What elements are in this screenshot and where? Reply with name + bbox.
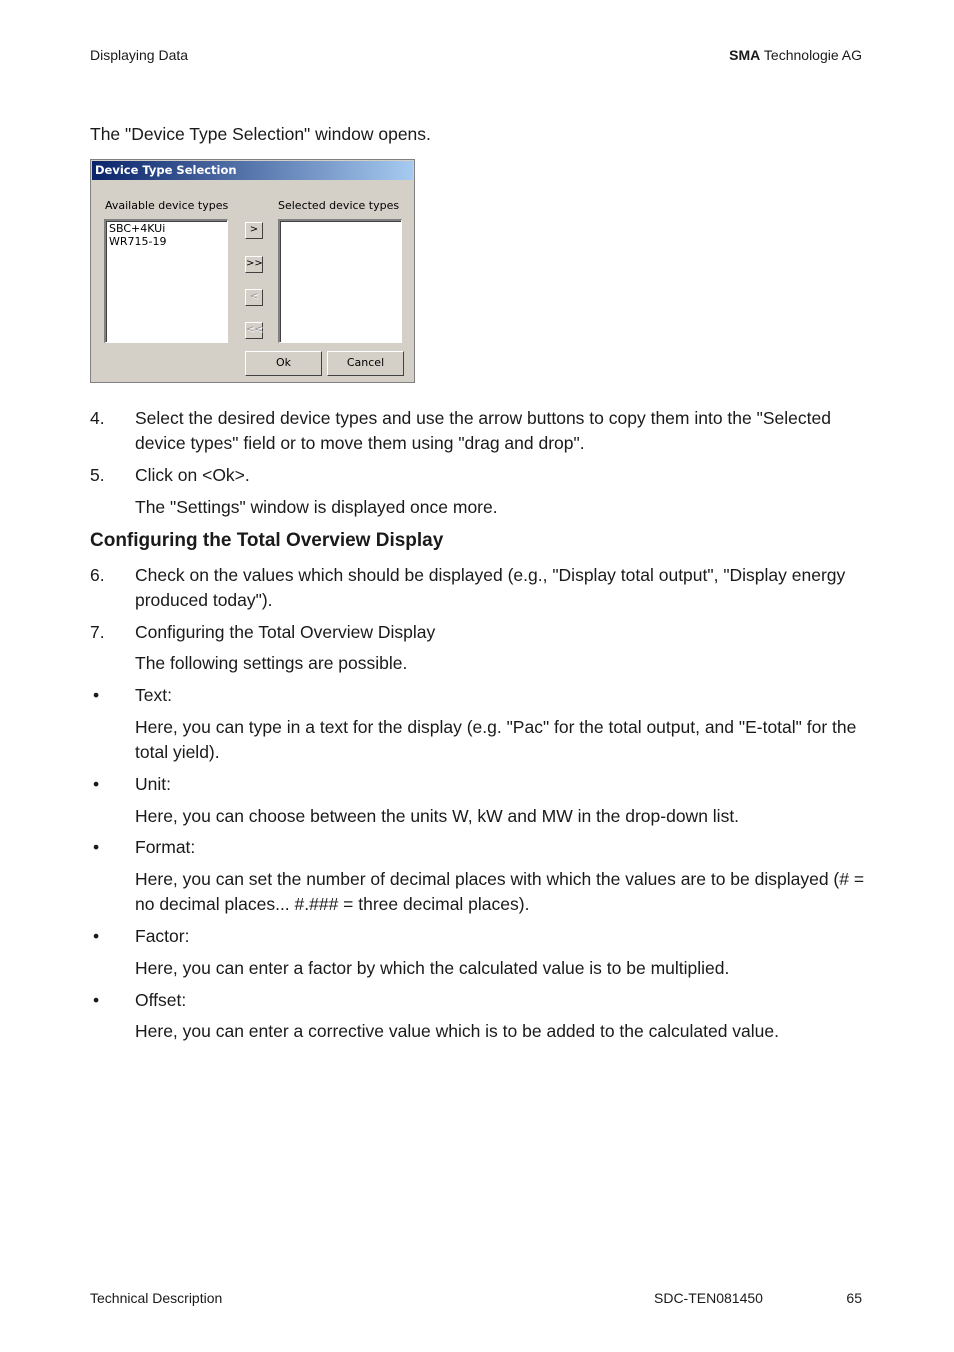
- section-heading: Configuring the Total Overview Display: [90, 530, 444, 551]
- add-selected-button[interactable]: >: [245, 222, 263, 239]
- footer-doc-id: SDC-TEN081450: [654, 1290, 763, 1306]
- bullet-offset-label: Offset:: [135, 990, 187, 1010]
- step-number-6: 6.: [90, 565, 105, 585]
- bullet: •: [93, 774, 100, 794]
- step-7-text: Configuring the Total Overview Display: [135, 622, 436, 642]
- selected-types-list[interactable]: [278, 219, 402, 343]
- device-type-selection-dialog: [90, 159, 415, 383]
- bullet: •: [93, 926, 100, 946]
- ok-button[interactable]: Ok: [245, 351, 322, 376]
- available-types-list[interactable]: [104, 219, 228, 343]
- step-4-text: Select the desired device types and use the arrow buttons to copy them into the "Selected device types" field or to move them using "drag and drop".: [135, 408, 831, 453]
- intro-text: The "Device Type Selection" window opens.: [90, 124, 431, 144]
- bullet: •: [93, 837, 100, 857]
- bullet-format-label: Format:: [135, 837, 196, 857]
- step-number-7: 7.: [90, 622, 105, 642]
- step-5-note: The "Settings" window is displayed once more.: [135, 497, 498, 517]
- footer-doc-type: Technical Description: [90, 1290, 223, 1306]
- remove-selected-button[interactable]: <: [245, 289, 263, 306]
- bullet-text-desc: Here, you can type in a text for the display (e.g. "Pac" for the total output, and "E-total" for the total yield).: [135, 717, 857, 762]
- cancel-button[interactable]: Cancel: [327, 351, 404, 376]
- step-5-text: Click on <Ok>.: [135, 465, 250, 485]
- bullet-unit-desc: Here, you can choose between the units W, kW and MW in the drop-down list.: [135, 806, 740, 826]
- bullet: •: [93, 990, 100, 1010]
- step-number-4: 4.: [90, 408, 105, 428]
- list-item[interactable]: WR715-19: [109, 235, 167, 248]
- step-6-text: Check on the values which should be displayed (e.g., "Display total output", "Display energy produced today").: [135, 565, 846, 610]
- page-number: 65: [846, 1290, 862, 1306]
- company-suffix: Technologie AG: [760, 47, 862, 63]
- selected-types-label: Selected device types: [278, 199, 400, 212]
- bullet-format-desc: Here, you can set the number of decimal places with which the values are to be displayed (# = no decimal places... #.### = three decimal places).: [135, 869, 865, 914]
- running-header-company: [729, 47, 862, 63]
- add-all-button[interactable]: >>: [245, 256, 263, 273]
- bullet-unit-label: Unit:: [135, 774, 171, 794]
- bullet-factor-desc: Here, you can enter a factor by which the calculated value is to be multiplied.: [135, 958, 730, 978]
- remove-all-button[interactable]: <<: [245, 322, 263, 339]
- dialog-title-bar: Device Type Selection: [92, 161, 413, 180]
- bullet-factor-label: Factor:: [135, 926, 190, 946]
- bullet-offset-desc: Here, you can enter a corrective value which is to be added to the calculated value.: [135, 1021, 779, 1041]
- step-number-5: 5.: [90, 465, 105, 485]
- available-types-label: Available device types: [105, 199, 229, 212]
- list-item[interactable]: SBC+4KUi: [109, 222, 166, 235]
- running-header-title: Displaying Data: [90, 47, 189, 63]
- bullet: •: [93, 685, 100, 705]
- step-7-note: The following settings are possible.: [135, 653, 408, 673]
- brand-name: SMA: [729, 47, 761, 63]
- bullet-text-label: Text:: [135, 685, 172, 705]
